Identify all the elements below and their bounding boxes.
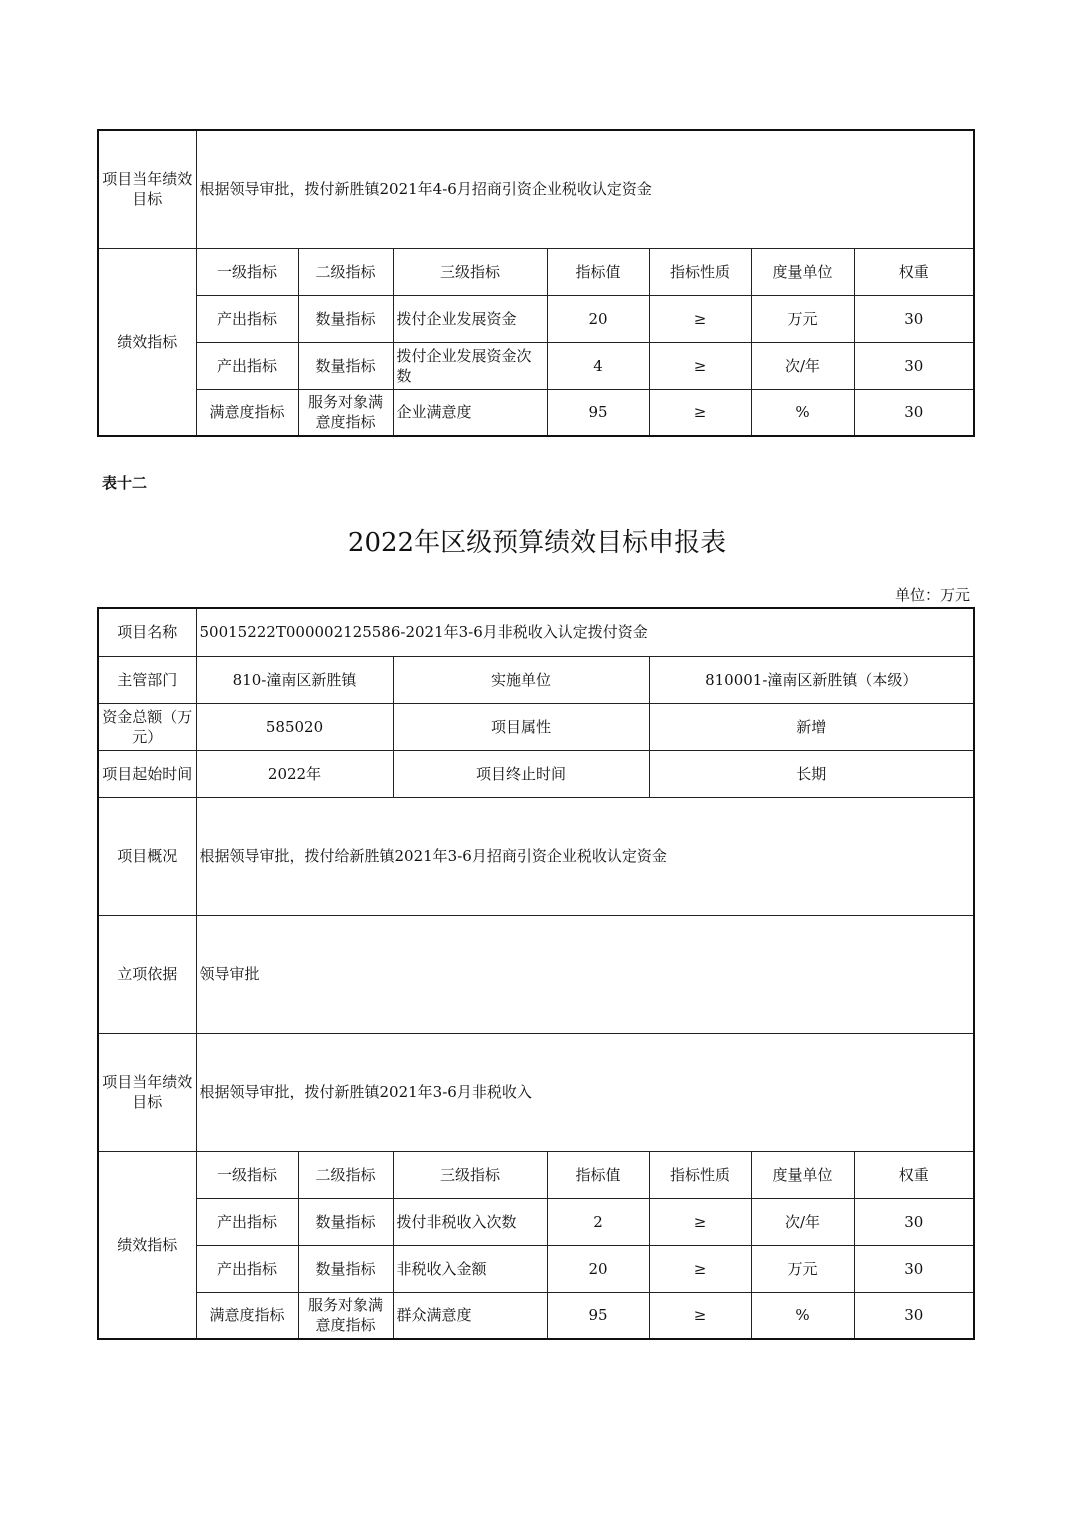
project-name-value: 50015222T000002125586-2021年3-6月非税收入认定拨付资金 bbox=[196, 608, 974, 656]
budget-performance-table bbox=[97, 607, 975, 1340]
cell: 数量指标 bbox=[298, 342, 393, 389]
table-row bbox=[98, 389, 974, 436]
cell: 拨付企业发展资金次数 bbox=[393, 342, 547, 389]
cell: 30 bbox=[854, 1292, 974, 1339]
header-cell: 指标值 bbox=[547, 248, 649, 295]
page-title: 2022年区级预算绩效目标申报表 bbox=[347, 528, 727, 558]
end-value: 长期 bbox=[649, 750, 974, 797]
cell: 服务对象满意度指标 bbox=[298, 1292, 393, 1339]
table-row bbox=[98, 1198, 974, 1245]
performance-table-continued bbox=[97, 129, 975, 437]
header-cell: 度量单位 bbox=[751, 248, 854, 295]
overview-text: 根据领导审批，拨付给新胜镇2021年3-6月招商引资企业税收认定资金 bbox=[196, 797, 974, 915]
cell: 30 bbox=[854, 342, 974, 389]
goal-label: 项目当年绩效目标 bbox=[98, 130, 196, 248]
attr-label: 项目属性 bbox=[393, 703, 649, 750]
cell: 拨付企业发展资金 bbox=[393, 295, 547, 342]
table-row bbox=[98, 1245, 974, 1292]
cell: 企业满意度 bbox=[393, 389, 547, 436]
basis-label: 立项依据 bbox=[98, 915, 196, 1033]
cell: 满意度指标 bbox=[196, 1292, 298, 1339]
cell: ≥ bbox=[649, 295, 751, 342]
cell: 数量指标 bbox=[298, 295, 393, 342]
header-cell: 度量单位 bbox=[751, 1151, 854, 1198]
project-name-label: 项目名称 bbox=[98, 608, 196, 656]
impl-value: 810001-潼南区新胜镇（本级） bbox=[649, 656, 974, 703]
cell: ≥ bbox=[649, 1292, 751, 1339]
table-number-label: 表十二 bbox=[102, 474, 148, 492]
end-label: 项目终止时间 bbox=[393, 750, 649, 797]
goal-label: 项目当年绩效目标 bbox=[98, 1033, 196, 1151]
cell: 次/年 bbox=[751, 342, 854, 389]
goal-text: 根据领导审批，拨付新胜镇2021年3-6月非税收入 bbox=[196, 1033, 974, 1151]
cell: ≥ bbox=[649, 1245, 751, 1292]
perf-label: 绩效指标 bbox=[98, 1151, 196, 1339]
cell: 非税收入金额 bbox=[393, 1245, 547, 1292]
cell: 产出指标 bbox=[196, 1245, 298, 1292]
cell: 数量指标 bbox=[298, 1245, 393, 1292]
table-row bbox=[98, 295, 974, 342]
start-value: 2022年 bbox=[196, 750, 393, 797]
cell: 4 bbox=[547, 342, 649, 389]
perf-label: 绩效指标 bbox=[98, 248, 196, 436]
cell: 95 bbox=[547, 389, 649, 436]
attr-value: 新增 bbox=[649, 703, 974, 750]
dept-label: 主管部门 bbox=[98, 656, 196, 703]
cell: 万元 bbox=[751, 295, 854, 342]
header-cell: 一级指标 bbox=[196, 1151, 298, 1198]
header-cell: 二级指标 bbox=[298, 248, 393, 295]
cell: 次/年 bbox=[751, 1198, 854, 1245]
cell: 拨付非税收入次数 bbox=[393, 1198, 547, 1245]
cell: 满意度指标 bbox=[196, 389, 298, 436]
cell: 产出指标 bbox=[196, 295, 298, 342]
header-cell: 三级指标 bbox=[393, 1151, 547, 1198]
basis-text: 领导审批 bbox=[196, 915, 974, 1033]
cell: 产出指标 bbox=[196, 1198, 298, 1245]
table-row bbox=[98, 342, 974, 389]
unit-label: 单位：万元 bbox=[894, 586, 970, 604]
funds-value: 585020 bbox=[196, 703, 393, 750]
table-row bbox=[98, 1292, 974, 1339]
cell: 30 bbox=[854, 389, 974, 436]
overview-label: 项目概况 bbox=[98, 797, 196, 915]
cell: ≥ bbox=[649, 1198, 751, 1245]
header-cell: 指标值 bbox=[547, 1151, 649, 1198]
cell: 20 bbox=[547, 1245, 649, 1292]
cell: 30 bbox=[854, 1245, 974, 1292]
dept-value: 810-潼南区新胜镇 bbox=[196, 656, 393, 703]
header-cell: 二级指标 bbox=[298, 1151, 393, 1198]
cell: 20 bbox=[547, 295, 649, 342]
header-cell: 权重 bbox=[854, 248, 974, 295]
start-label: 项目起始时间 bbox=[98, 750, 196, 797]
header-cell: 一级指标 bbox=[196, 248, 298, 295]
funds-label: 资金总额（万元） bbox=[98, 703, 196, 750]
impl-label: 实施单位 bbox=[393, 656, 649, 703]
cell: % bbox=[751, 389, 854, 436]
header-cell: 三级指标 bbox=[393, 248, 547, 295]
cell: 数量指标 bbox=[298, 1198, 393, 1245]
cell: 2 bbox=[547, 1198, 649, 1245]
cell: 95 bbox=[547, 1292, 649, 1339]
goal-text: 根据领导审批，拨付新胜镇2021年4-6月招商引资企业税收认定资金 bbox=[196, 130, 974, 248]
cell: 服务对象满意度指标 bbox=[298, 389, 393, 436]
header-cell: 指标性质 bbox=[649, 248, 751, 295]
cell: 万元 bbox=[751, 1245, 854, 1292]
header-cell: 权重 bbox=[854, 1151, 974, 1198]
cell: ≥ bbox=[649, 389, 751, 436]
cell: 产出指标 bbox=[196, 342, 298, 389]
header-cell: 指标性质 bbox=[649, 1151, 751, 1198]
cell: 30 bbox=[854, 1198, 974, 1245]
cell: 30 bbox=[854, 295, 974, 342]
cell: % bbox=[751, 1292, 854, 1339]
cell: 群众满意度 bbox=[393, 1292, 547, 1339]
cell: ≥ bbox=[649, 342, 751, 389]
